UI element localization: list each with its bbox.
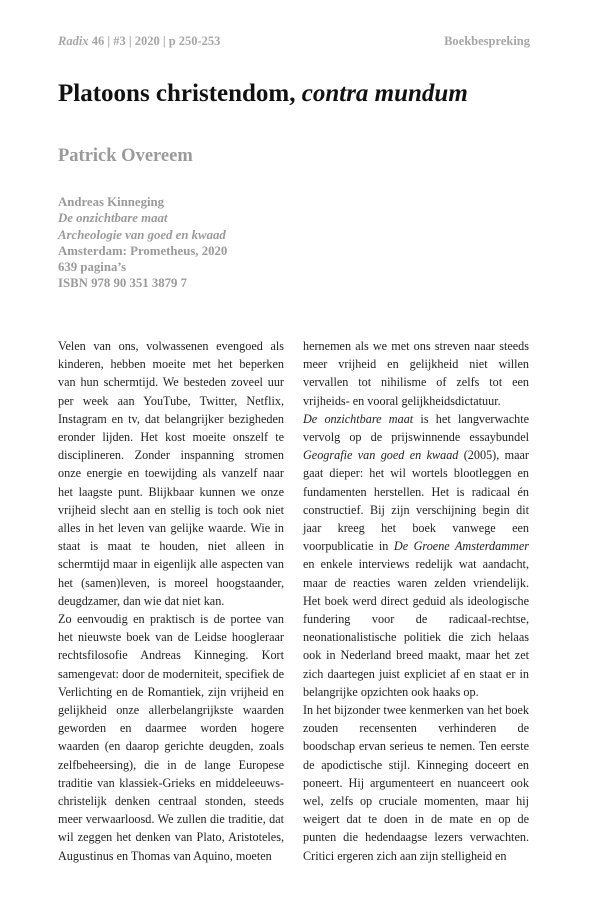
book-info [58,194,227,292]
article-title [58,80,574,108]
title-italic: contra mundum [301,80,468,107]
book-isbn: ISBN 978 90 351 3879 7 [58,276,188,291]
book-author: Andreas Kinneging [58,195,165,209]
journal-name: Radix [58,34,89,48]
journal-citation [58,34,220,49]
paragraph [303,410,529,701]
running-header [58,34,530,49]
book-subtitle: Archeologie van goed en kwaad [58,227,226,242]
paragraph: Zo eenvoudig en praktisch is de portee van het nieuwste boek van de Leidse hoogleraar rechtsfilosofie Andreas Kinneging. Kort samengevat: door de moderniteit, specifiek de Verlichting en de Romantiek, zijn vrijheid en gelijkheid onze allerbelangrijkste waarden geworden en daarmee worden hogere waarden (en daarop gerichte deugden, zoals zelfbeheersing), die in de lange Europese traditie van klassiek-Grieks en middeleeuws-christelijk denken centraal stonden, steeds meer verwaarloosd. We zullen die traditie, dat wil zeggen het denken van Plato, Aristoteles, Augustinus en Thomas van Aquino, moeten [58,612,284,863]
publication-ref: De Groene Amsterdammer [393,539,530,554]
book-title-ref: Geografie van goed en kwaad [303,448,459,463]
title-main: Platoons christendom, [58,80,302,107]
article-author: Patrick Overeem [58,146,193,166]
paragraph: In het bijzonder twee kenmerken van het boek zouden recensenten verhinderen de boodschap ervan serieus te nemen. Ten eerste de apodictische stijl. Kinneging doceert en poneert. Hij argumenteert en nuanceert ook wel, zelfs op cruciale momenten, maar hij weigert dat te doen in de mate en op de punten die hedendaagse lezers verwachten. Critici ergeren zich aan zijn stelligheid en [303,703,529,863]
book-title: De onzichtbare maat [58,211,168,226]
issue-info: 46 | #3 | 2020 | p 250-253 [88,34,221,48]
body-column-right [303,337,529,865]
text-run: en enkele interviews redelijk wat aandacht, maar de reacties waren zelden vriendelijk. Het boek werd direct geduid als ideologische fundering voor de radicaal-rechtse, neonationalistische politiek die zich helaas ook in Nederland breed maakt, maar het zet zich daartegen juist expliciet af en staat er in belangrijke opzichten ook haaks op. [303,557,529,699]
paragraph: hernemen als we met ons streven naar steeds meer vrijheid en gelijkheid niet willen vervallen tot nihilisme of zelfs tot een vrijheids- en vooral gelijkheidsdictatuur. [303,339,529,408]
book-pages: 639 pagina’s [58,260,127,275]
text-run: (2005), maar gaat dieper: het wil wortels blootleggen en fundamenten herstellen. Het is radicaal én constructief. Bij zijn verschijning begin dit jaar kreeg het boek vanwege een voorpublicatie in [303,448,529,554]
book-title-ref: De onzichtbare maat [303,411,414,426]
body-column-left [58,337,284,865]
paragraph: Velen van ons, volwassenen evengoed als kinderen, hebben moeite met het beperken van hun schermtijd. We besteden zoveel uur per week aan YouTube, Twitter, Netflix, Instagram en tv, dat belangrijker bezigheden eronder lijden. Het kost moeite onszelf te disciplineren. Zonder inspanning stromen onze energie en toewijding als vanzelf naar het laagste punt. Blijkbaar kunnen we onze vrijheid slecht aan en stellig is toch ook niet alles in het leven van gelijke waarde. Wie in staat is maat te houden, niet alleen in schermtijd maar in eigenlijk alle aspecten van het (samen)leven, is moreel hoogstaander, deugdzamer, dan wie dat niet kan. [58,339,284,608]
section-label: Boekbespreking [444,34,530,48]
text-run: is het langverwachte vervolg op de prijswinnende essaybundel [303,411,530,445]
book-publisher: Amsterdam: Prometheus, 2020 [58,243,228,258]
